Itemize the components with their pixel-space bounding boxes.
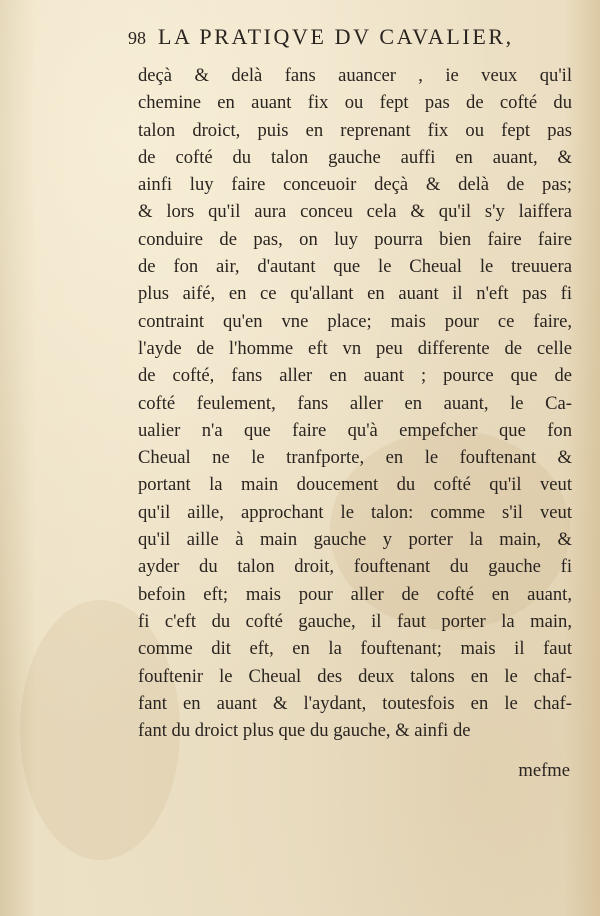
text-line: conduire de pas, on luy pourra bien faire faire bbox=[138, 228, 572, 250]
text-line: cofté feulement, fans aller en auant, le Ca- bbox=[138, 392, 572, 414]
text-line: chemine en auant fix ou fept pas de cofté du bbox=[138, 92, 572, 114]
text-line: fouftenir le Cheual des deux talons en le chaf- bbox=[138, 665, 572, 687]
body-text bbox=[138, 62, 572, 744]
text-line: de cofté, fans aller en auant ; pource que de bbox=[138, 365, 572, 387]
text-line: talon droict, puis en reprenant fix ou fept pas bbox=[138, 119, 572, 141]
text-line: contraint qu'en vne place; mais pour ce faire, bbox=[138, 310, 572, 332]
text-line: fant en auant & l'aydant, toutesfois en le chaf- bbox=[138, 692, 572, 714]
text-line: l'ayde de l'homme eft vn peu differente de celle bbox=[138, 337, 572, 359]
text-line: Cheual ne le tranfporte, en le fouftenant & bbox=[138, 447, 572, 469]
text-line: de fon air, d'autant que le Cheual le treuuera bbox=[138, 256, 572, 278]
page-number: 98 bbox=[128, 28, 146, 48]
text-line: befoin eft; mais pour aller de cofté en auant, bbox=[138, 583, 572, 605]
running-title: LA PRATIQVE DV CAVALIER, bbox=[158, 24, 514, 49]
text-line: deçà & delà fans auancer , ie veux qu'il bbox=[138, 65, 572, 86]
text-line: ayder du talon droit, fouftenant du gauche fi bbox=[138, 556, 572, 578]
text-line: qu'il aille à main gauche y porter la main, & bbox=[138, 529, 572, 551]
text-line: ualier n'a que faire qu'à empefcher que fon bbox=[138, 419, 572, 441]
text-line: qu'il aille, approchant le talon: comme s'il veut bbox=[138, 501, 572, 523]
text-line: plus aifé, en ce qu'allant en auant il n'eft pas fi bbox=[138, 283, 572, 305]
text-line: ainfi luy faire conceuoir deçà & delà de pas; bbox=[138, 174, 572, 196]
catchword: mefme bbox=[518, 760, 570, 781]
page-header bbox=[128, 24, 514, 52]
text-line: portant la main doucement du cofté qu'il veut bbox=[138, 474, 572, 496]
text-line: comme dit eft, en la fouftenant; mais il faut bbox=[138, 638, 572, 660]
text-line: & lors qu'il aura conceu cela & qu'il s'y laiffera bbox=[138, 201, 572, 223]
text-line: fi c'eft du cofté gauche, il faut porter la main, bbox=[138, 610, 572, 632]
text-line: fant du droict plus que du gauche, & ainfi de bbox=[138, 720, 471, 742]
text-line: de cofté du talon gauche auffi en auant, & bbox=[138, 146, 572, 168]
